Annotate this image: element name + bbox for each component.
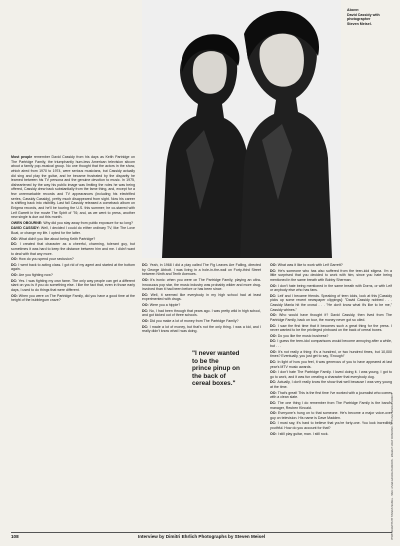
qa-list xyxy=(11,221,135,303)
qa-entry xyxy=(142,293,261,302)
qa-text: Well, it seemed like everybody in my high school had at least experimented with drugs. xyxy=(142,292,261,302)
speaker-label: OO: xyxy=(11,257,19,262)
qa-text: What was it like to work with Leif Garrett? xyxy=(277,263,343,267)
portrait-photo xyxy=(142,0,341,258)
qa-entry xyxy=(11,273,135,278)
qa-entry xyxy=(11,221,135,226)
intro-text: remember David Cassidy from his days as Keith Partridge on The Partridge Family, the triumphantly hum-less American television sitcom about a family pop-musical group. No one thought that the actors in the show, which aired from 1970 to 1974, were serious musicians, but Cassidy actually did sing and play the guitar, and he became frustrated by the disparity he learned between his TV persona and the genuine devotion to music. In 1975, disheartened by the way his public image was limiting the roles he was being offered, Cassidy drew back substantially from the fame thing, and, except for a few unremarkable records and TV appearances (including his electrified series, Cassidy Cassidy), pretty much disappeared from sight. Now his career is shifting back into visibility. Last fall Cassidy released a comeback album on Enigma records, and he'll be touring the U.S. this summer; he co-starred with Leif Garrett in the movie The Spirit of '76; and, as we went to press, another new single is due out this month. xyxy=(11,155,135,220)
caption-line: David Cassidy with xyxy=(347,12,380,17)
qa-text: I must say, it's hard to believe that you're forty-one. You look incredibly youthful. How do you account for that? xyxy=(270,421,392,430)
speaker-label: OO: xyxy=(270,333,278,338)
speaker-label: DC: xyxy=(142,263,150,267)
qa-text: Why did you stay away from public exposure for so long? xyxy=(43,220,134,225)
qa-entry xyxy=(142,309,261,318)
qa-entry xyxy=(270,339,392,348)
qa-list xyxy=(142,263,261,334)
article-column-3 xyxy=(270,263,392,530)
qa-entry xyxy=(11,257,135,262)
pull-quote-line: "I never wanted xyxy=(192,350,240,357)
speaker-label: OO: xyxy=(270,390,278,395)
speaker-label: DC: xyxy=(270,359,278,364)
speaker-label: OWEN OBOURNE: xyxy=(11,220,44,225)
qa-entry xyxy=(270,380,392,389)
speaker-label: DC: xyxy=(270,400,278,405)
qa-entry xyxy=(11,263,135,272)
qa-text: I saw the first time that it becomes such a great thing for the press. I never wanted to be the privileged pinboard on the back of cereal boxes. xyxy=(270,323,392,333)
speaker-label: OO: xyxy=(270,313,280,318)
qa-entry xyxy=(11,226,135,235)
qa-text: I made a lot of money, but that's not the only thing. I was a kid, and I really didn't know what I was doing. xyxy=(142,324,261,334)
speaker-label: OO: xyxy=(270,431,278,436)
speaker-label: DC: xyxy=(270,380,278,385)
qa-text: I guess the teen-idol comparisons would become annoying after a while, but . . . xyxy=(270,339,392,348)
speaker-label: OO: xyxy=(142,303,150,307)
qa-text: Did you make a lot of money from The Partridge Family? xyxy=(149,318,239,323)
page-footer xyxy=(11,534,392,544)
caption-line: Above: xyxy=(347,8,360,12)
qa-text: What didn't you like about being Keith Partridge? xyxy=(18,236,96,241)
qa-entry xyxy=(270,401,392,410)
article-column-2 xyxy=(142,263,261,530)
qa-text: No, I had been through that years ago. I was pretty wild in high school, and got kicked out of three schools. xyxy=(142,308,261,318)
speaker-label: DC: xyxy=(142,292,151,297)
speaker-label: DC: xyxy=(270,339,278,344)
qa-text: I created that character as a cheerful, charming, tolerant guy, but sometimes it was hard to keep the distance between him and me. I didn't want to deal with that any more. xyxy=(11,242,135,256)
speaker-label: DC: xyxy=(11,262,19,267)
qa-text: I still play guitar, man. I still rock. xyxy=(277,431,329,436)
speaker-label: OO: xyxy=(11,236,19,241)
caption-line: photographer xyxy=(347,17,371,22)
qa-entry xyxy=(270,324,392,333)
speaker-label: OO: xyxy=(142,318,150,323)
speaker-label: OO: xyxy=(270,411,279,416)
qa-text: Actually, I don't really know the show that well because I was very young at the time. xyxy=(270,380,392,389)
qa-entry xyxy=(11,294,135,303)
qa-entry xyxy=(11,279,135,293)
pull-quote-line: prince pinup on xyxy=(192,365,240,373)
qa-text: Yeah, in 1968 I did a play called The Fig Leaves Are Falling, directed by George Abbott. I was living in a hole-in-the-wall on Forty-third Street between Ninth and Tenth Avenues. xyxy=(142,263,261,277)
qa-entry xyxy=(142,278,261,292)
qa-entry xyxy=(270,360,392,369)
qa-text: Are you fighting now? xyxy=(18,273,53,277)
qa-text: When you were on The Partridge Family, did you have a good time at the height of the bubblegum craze? xyxy=(11,293,135,303)
qa-entry xyxy=(270,411,392,420)
speaker-label: OO: xyxy=(270,349,279,354)
qa-text: I don't hate being mentioned in the same breath with Dorns, or with Leif or anybody else who has fans. xyxy=(270,283,392,293)
speaker-label: OO: xyxy=(270,263,278,267)
qa-entry xyxy=(270,432,392,437)
speaker-label: DC: xyxy=(270,421,278,426)
qa-text: I don't hate The Partridge Family. I loved doing it. I was young, I got to go to work, and it was fun creating a character that everybody dug. xyxy=(270,370,392,379)
qa-entry xyxy=(270,334,392,339)
pull-quote xyxy=(186,346,262,392)
byline: Interview by Dimitri Ehrlich Photographs by Steven Meisel xyxy=(137,534,266,539)
qa-entry xyxy=(270,269,392,283)
qa-text: Do you like the music business? xyxy=(277,333,329,338)
speaker-label: OO: xyxy=(270,370,278,375)
qa-entry xyxy=(270,391,392,400)
speaker-label: DC: xyxy=(11,242,20,247)
qa-text: Were you a hippie? xyxy=(149,303,181,307)
qa-text: How do you spend your seclusion? xyxy=(18,257,74,262)
pull-quote-line: to be the xyxy=(192,357,219,365)
qa-entry xyxy=(270,370,392,379)
speaker-label: DAVID CASSIDY: xyxy=(11,226,41,231)
qa-entry xyxy=(270,294,392,313)
speaker-label: DC: xyxy=(270,268,278,273)
qa-text: The one thing I do remember from The Partridge Family is the band's manager, Reuben Kincaid. xyxy=(270,400,392,410)
qa-text: Well, I decided I could do either ordinary TV, like The Love Boat, or change my life. I opted for the latter. xyxy=(11,226,135,235)
pull-quote-line: the back of xyxy=(192,372,226,380)
footer-rule xyxy=(11,532,392,533)
qa-text: That's great! This is the first time I've worked with a journalist who comes with a clean slate. xyxy=(270,390,392,400)
speaker-label: DC: xyxy=(270,323,278,328)
qa-text: It's not really a thing: it's a hundred, or two hundred times, but 10,000 times? Eventually, you just get to say, 'Enough!' xyxy=(270,349,392,359)
caption-line: Steven Meisel. xyxy=(347,21,372,26)
qa-text: Who would have thought it? David Cassidy, then lived from The Partridge Family, back on tour, the money never got so oiled. xyxy=(270,313,392,322)
qa-list xyxy=(270,263,392,436)
speaker-label: DC: xyxy=(142,324,150,329)
qa-entry xyxy=(270,263,392,268)
pull-quote-line: cereal boxes." xyxy=(192,380,236,388)
qa-entry xyxy=(142,303,261,308)
speaker-label: DC: xyxy=(11,278,19,283)
speaker-label: OO: xyxy=(11,293,19,298)
speaker-label: OO: xyxy=(142,277,151,282)
qa-text: In light of how you feel, it was generous of you to have appeared at last year's MTV music awards. xyxy=(270,359,392,369)
speaker-label: DC: xyxy=(270,293,278,298)
photo-credits: PHOTOGRAPHS BY STEVEN MEISEL · HAIR: LINDA GARCIA-PERSOON · MAKEUP: JOEY MOSCOSO · STYLING: ARNOLD KIRSCH xyxy=(391,393,394,540)
article-column-1 xyxy=(11,155,135,530)
qa-entry xyxy=(142,319,261,324)
qa-entry xyxy=(270,421,392,430)
speaker-label: DC: xyxy=(142,308,150,313)
qa-text: Everyone's hung on to that someone. He's become a major voice-over guy on television. His name is Dave Madden. xyxy=(270,411,392,420)
qa-entry xyxy=(270,284,392,293)
intro-lead: Most people xyxy=(11,155,33,159)
qa-text: Yes. I was fighting my own fame. The only way people can get a different slant on you is if you do something else. I like the fact that, even in those early days, I used to do things that were different. xyxy=(11,278,135,292)
qa-entry xyxy=(270,313,392,322)
speaker-label: OO: xyxy=(11,273,19,277)
page-number: 108 xyxy=(11,534,19,539)
qa-text: He's someone who has also suffered from the teen-idol stigma. I'm a little surprised that you decided to work with him, since you hate being mentioned in the same breath with Bobby Sherman. xyxy=(270,268,392,282)
qa-entry xyxy=(142,263,261,277)
qa-entry xyxy=(270,350,392,359)
qa-entry xyxy=(11,237,135,242)
portrait-image xyxy=(142,0,341,258)
speaker-label: OO: xyxy=(270,283,278,288)
qa-text: Leif and I became friends. Speaking of teen idols, look at this [Cassidy picks up some recent newspaper clippings]: "David Cassidy nobbed . . . Cassidy Mania hit the crowd . . . "He don't know what it's like to be me," Cassidy whines." xyxy=(270,293,392,312)
qa-entry xyxy=(142,325,261,334)
qa-text: I went back to acting class. I got rid of my agent and started at the bottom again. xyxy=(11,262,135,272)
qa-entry xyxy=(11,242,135,256)
qa-text: It's ironic: when you were on The Partridge Family, playing an ultra-innocuous pop star, the music industry was probably wilder and more drug-involved than it had been before or has been since. xyxy=(142,277,261,292)
intro-paragraph xyxy=(11,155,135,220)
photo-caption xyxy=(347,8,397,26)
